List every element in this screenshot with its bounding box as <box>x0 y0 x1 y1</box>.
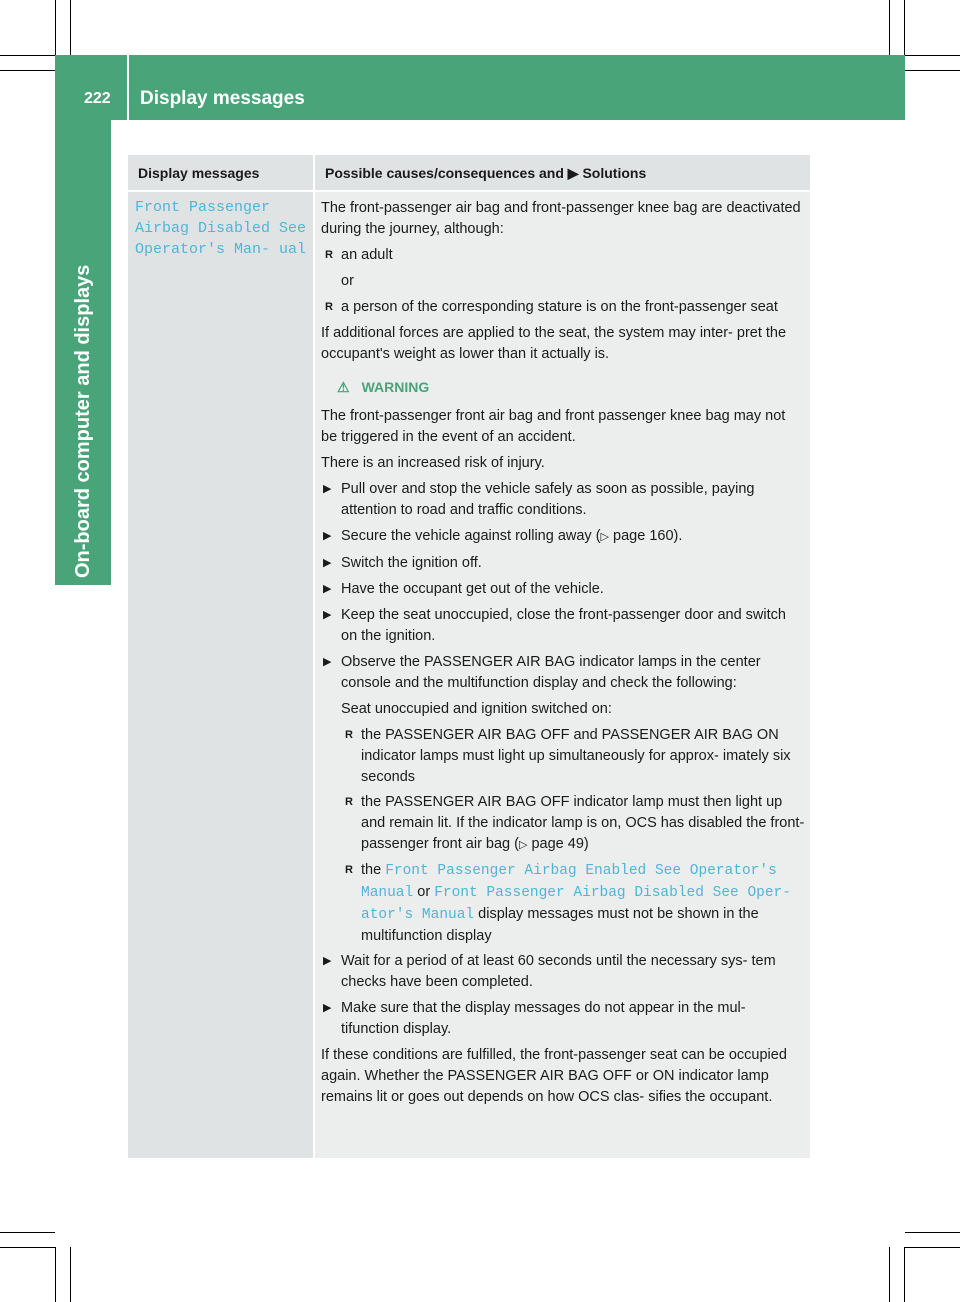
action-step: ▶ Keep the seat unoccupied, close the front-passenger door and switch on the ignition. <box>321 605 805 647</box>
crop-mark <box>904 1247 905 1302</box>
header-separator <box>127 55 129 120</box>
crop-mark <box>905 70 960 71</box>
crop-mark <box>905 1247 960 1248</box>
crop-mark <box>55 0 56 55</box>
or-text: or <box>341 273 354 289</box>
crop-mark <box>0 70 55 71</box>
action-step: ▶ Have the occupant get out of the vehicle. <box>321 579 805 600</box>
page-ref-icon: ▷ <box>518 839 528 851</box>
header-causes-text: Possible causes/consequences and <box>325 165 564 181</box>
action-step: ▶ Observe the PASSENGER AIR BAG indicator lamps in the center console and the multifunction display and check the following: <box>321 652 805 694</box>
page-title: Display messages <box>140 88 305 109</box>
warning-text: The front-passenger front air bag and front passenger knee bag may not be triggered in the event of an accident. <box>321 408 786 445</box>
action-step: ▶ Wait for a period of at least 60 seconds until the necessary sys- tem checks have been completed. <box>321 951 805 993</box>
crop-mark <box>55 1247 56 1302</box>
list-item: R the Front Passenger Airbag Enabled See Operator's Manual or Front Passenger Airbag Disabled See Oper‐ ator's Manual display messages must not be shown in the multifunction display <box>341 860 805 947</box>
warning-triangle-icon: ⚠ <box>337 379 350 395</box>
crop-mark <box>0 1247 55 1248</box>
list-item: R a person of the corresponding stature is on the front-passenger seat <box>321 297 805 318</box>
closing-text: If these conditions are fulfilled, the front-passenger seat can be occupied again. Whether the PASSENGER AIR BAG OFF or ON indicator lamp remains lit or goes out depends on how OCS clas- sifies the occupant. <box>321 1047 787 1105</box>
solutions-content <box>321 198 805 1113</box>
action-step: ▶ Secure the vehicle against rolling away (▷ page 160). <box>321 526 805 548</box>
message-table <box>128 155 810 1158</box>
action-step: ▶ Pull over and stop the vehicle safely as soon as possible, paying attention to road and traffic conditions. <box>321 479 805 521</box>
crop-mark <box>905 55 960 56</box>
action-step: ▶ Switch the ignition off. <box>321 553 805 574</box>
crop-mark <box>0 55 55 56</box>
display-message-inline: Front Passenger Airbag Enabled See Operator's Manual <box>361 863 777 901</box>
side-tab-label: On-board computer and displays <box>72 264 94 578</box>
page-link[interactable]: page 49 <box>531 836 584 852</box>
page-ref-icon: ▷ <box>600 531 609 543</box>
crop-mark <box>889 0 890 55</box>
table-header-display-messages: Display messages <box>128 155 313 190</box>
list-item: R the PASSENGER AIR BAG OFF indicator lamp must then light up and remain lit. If the indicator lamp is on, OCS has disabled the front-passenger front air bag (▷ page 49) <box>341 792 805 856</box>
list-item: R the PASSENGER AIR BAG OFF and PASSENGER AIR BAG ON indicator lamps must light up simultaneously for approx- imately six seconds <box>341 725 805 788</box>
additional-text: If additional forces are applied to the seat, the system may inter- pret the occupant's weight as lower than it actually is. <box>321 325 787 362</box>
action-step: ▶ Make sure that the display messages do not appear in the mul- tifunction display. <box>321 998 805 1040</box>
solutions-cell <box>315 192 810 1158</box>
page-link[interactable]: page 160 <box>613 528 674 544</box>
table-header-causes-solutions <box>315 155 810 190</box>
intro-text: The front-passenger air bag and front-passenger knee bag are deactivated during the journey, although: <box>321 200 801 237</box>
crop-mark <box>70 0 71 55</box>
warning-heading <box>337 377 805 398</box>
play-arrow-icon: ▶ <box>567 165 579 181</box>
seat-unoccupied-text: Seat unoccupied and ignition switched on: <box>341 701 612 717</box>
crop-mark <box>0 1232 55 1233</box>
display-message-cell <box>128 192 313 1158</box>
risk-text: There is an increased risk of injury. <box>321 455 545 471</box>
crop-mark <box>889 1247 890 1302</box>
page-number: 222 <box>84 90 111 107</box>
display-message-inline: Front Passenger Airbag Disabled See Oper‐ ator's Manual <box>361 885 791 923</box>
warning-label: WARNING <box>361 379 430 395</box>
crop-mark <box>904 0 905 55</box>
crop-mark <box>70 1247 71 1302</box>
list-item: R an adult <box>321 245 805 266</box>
sub-list <box>321 725 805 947</box>
crop-mark <box>905 1232 960 1233</box>
display-message-text: Front Passenger Airbag Disabled See Operator's Man‐ ual <box>135 199 307 258</box>
header-solutions-text: Solutions <box>582 165 647 181</box>
